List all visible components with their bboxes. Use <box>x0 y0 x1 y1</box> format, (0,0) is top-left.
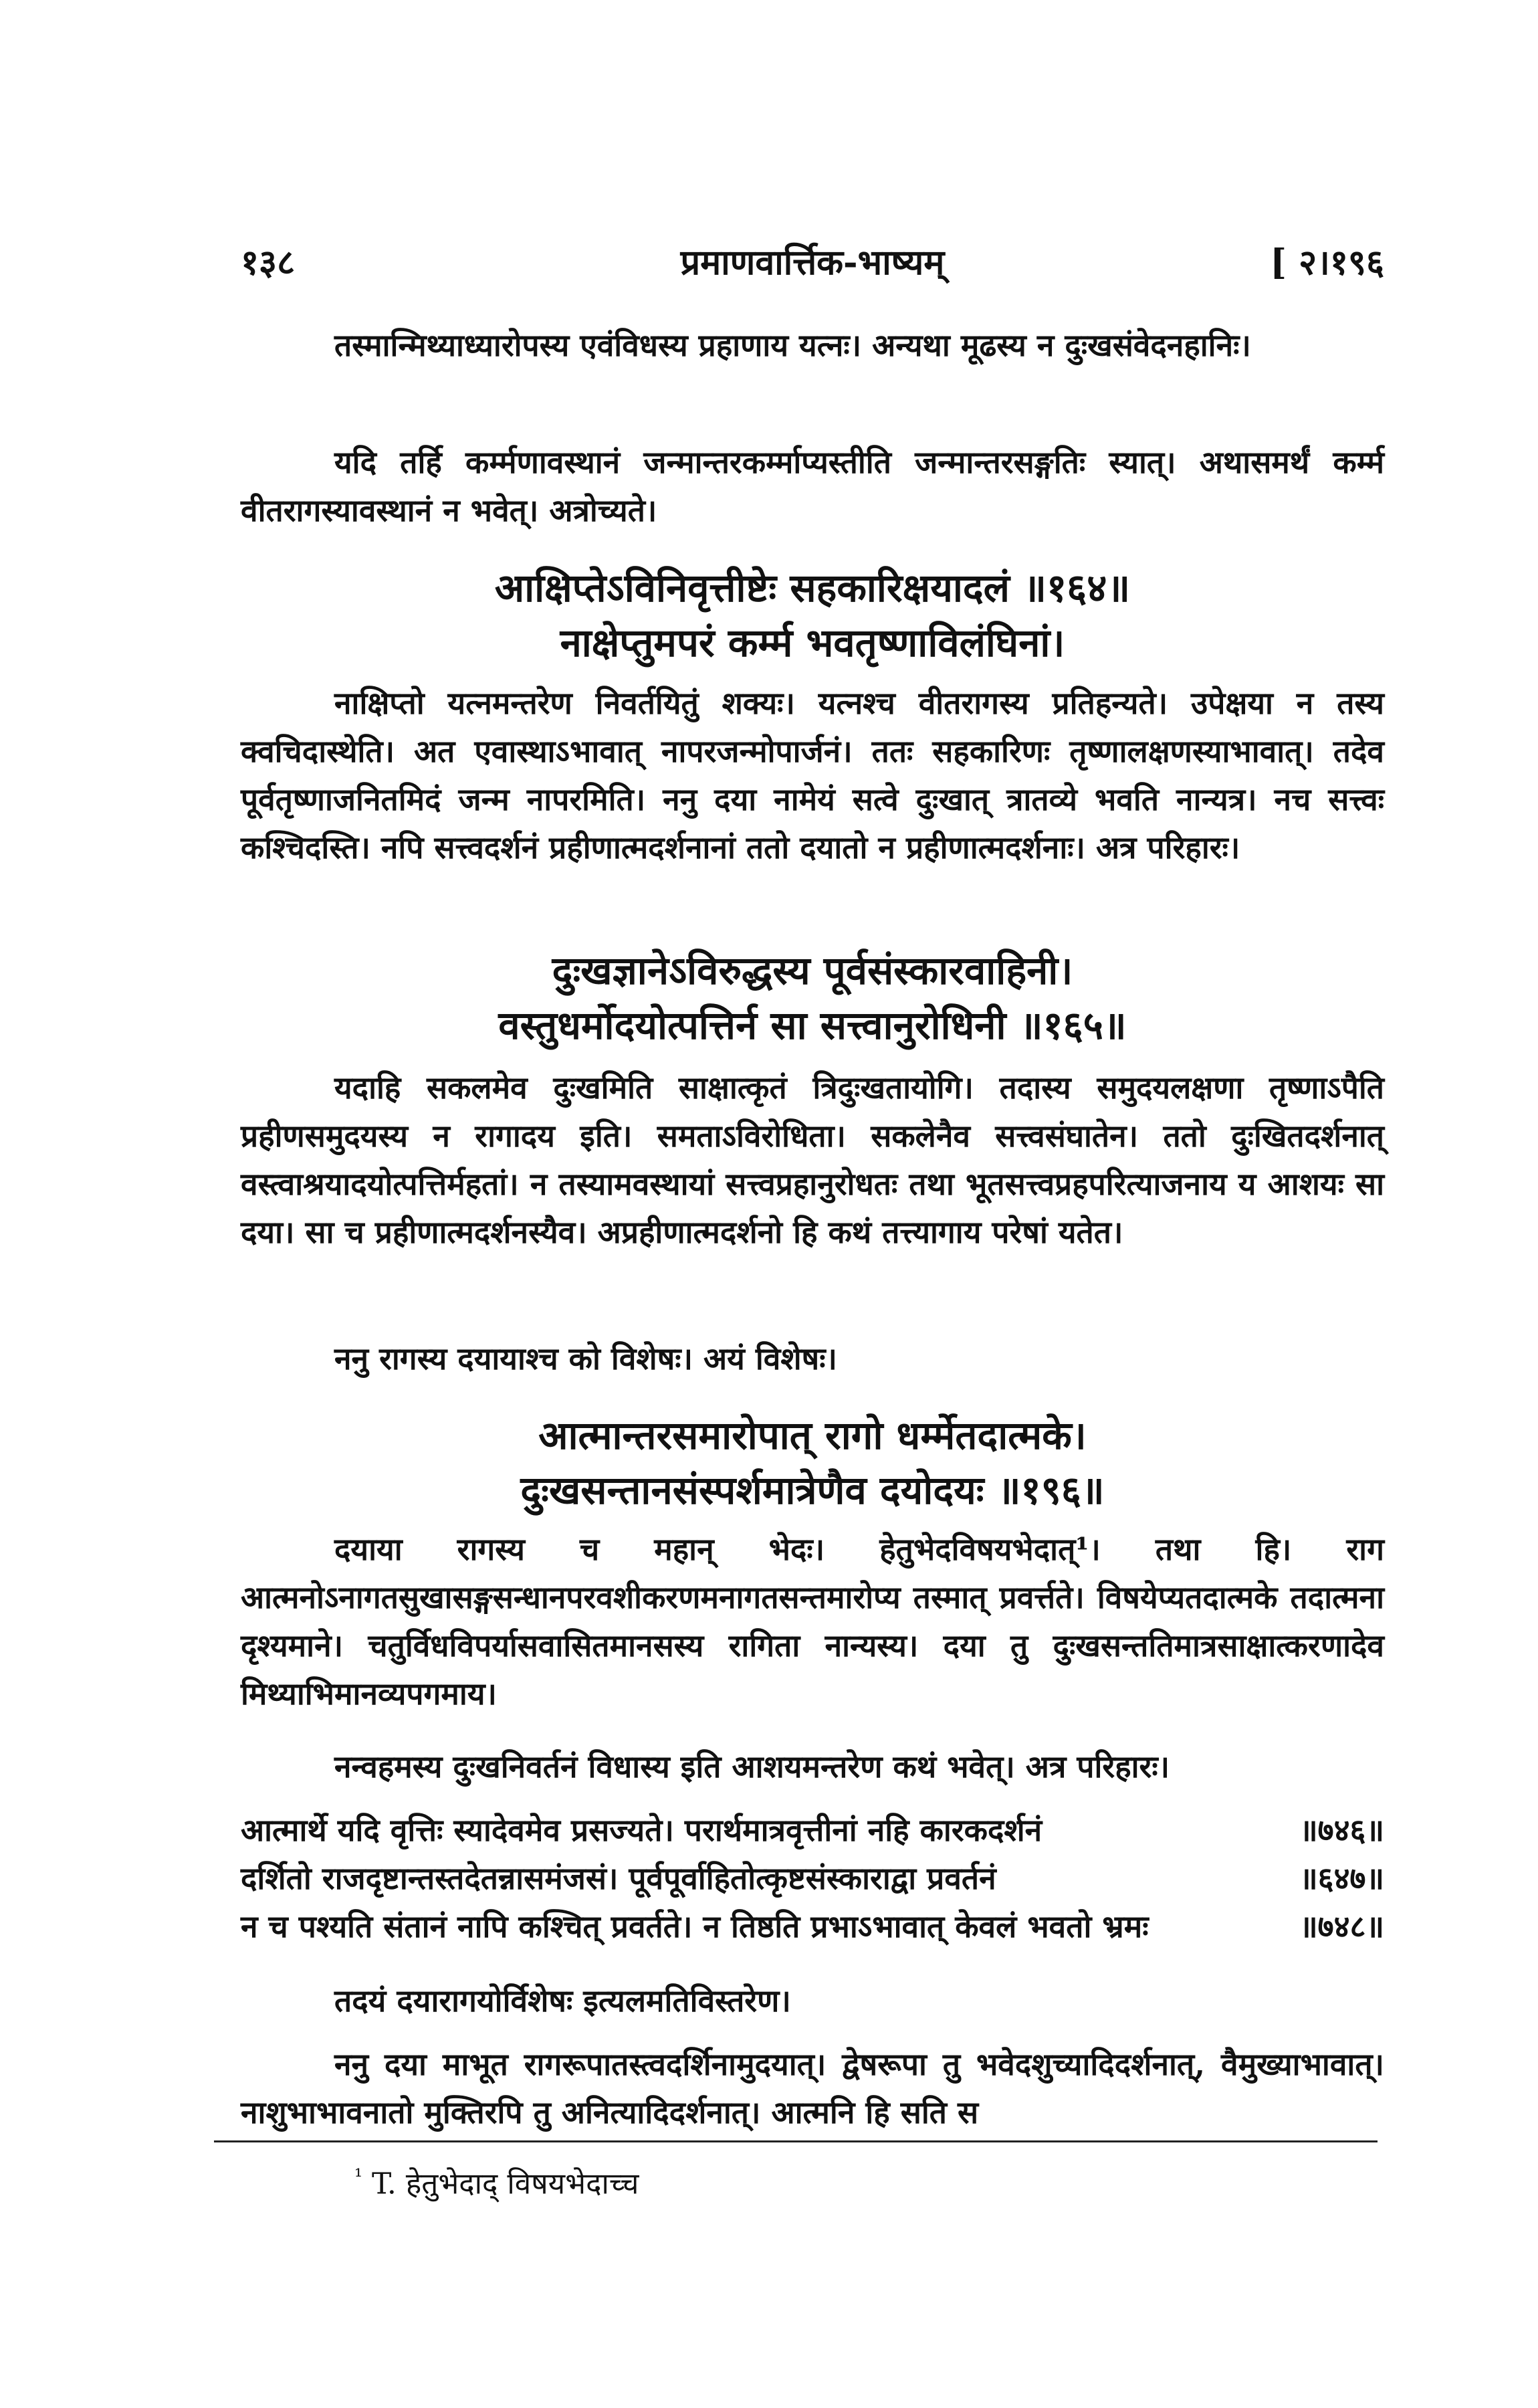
quoted-verse-number: ॥७४८॥ <box>1299 1908 1384 1944</box>
verse-164-line-1: आक्षिप्तेऽविनिवृत्तीष्टेः सहकारिक्षयादलं ॥१६४॥ <box>494 565 1131 611</box>
footnote <box>354 2157 639 2205</box>
paragraph-5: ननु रागस्य दयायाश्च को विशेषः। अयं विशेषः। <box>334 1340 837 1377</box>
paragraph-3: नाक्षिप्तो यत्नमन्तरेण निवर्तयितुं शक्यः। यत्नश्च वीतरागस्य प्रतिहन्यते। उपेक्षया न तस्य क्वचिदास्थेति। अत एवास्थाऽभावात् नापरजन्मोपार्जनं। ततः सहकारिणः तृष्णालक्षणस्याभावात्। तदेव पूर्वतृष्णाजनितमिदं जन्म नापरमिति। ननु दया नामेयं सत्वे दुःखात् त्रातव्ये भवति नान्यत्र। नच सत्त्वः कश्चिदस्ति। नपि सत्त्वदर्शनं प्रहीणात्मदर्शनानां ततो दयातो न प्रहीणात्मदर्शनाः। अत्र परिहारः। <box>241 685 1384 866</box>
footnote-divider <box>214 2140 1378 2142</box>
quoted-verse-number: ॥७४६॥ <box>1299 1812 1384 1848</box>
verse-165-line-2: वस्तुधर्मोदयोत्पत्तिर्न सा सत्त्वानुरोधिनी ॥१६५॥ <box>498 1003 1127 1048</box>
quoted-verse-text: आत्मार्थे यदि वृत्तिः स्यादेवमेव प्रसज्यते। परार्थमात्रवृत्तीनां नहि कारकदर्शनं <box>241 1812 1042 1848</box>
paragraph-7: नन्वहमस्य दुःखनिवर्तनं विधास्य इति आशयमन्तरेण कथं भवेत्। अत्र परिहारः। <box>334 1748 1170 1785</box>
verse-165 <box>241 943 1384 1053</box>
verse-reference: [ २।१९६ <box>1270 242 1384 283</box>
quoted-verses <box>241 1806 1384 1950</box>
quoted-verse-text: न च पश्यति संतानं नापि कश्चित् प्रवर्तते। न तिष्ठति प्रभाऽभावात् केवलं भवतो भ्रमः <box>241 1908 1149 1944</box>
footnote-mark: ¹ <box>354 2165 363 2189</box>
verse-164 <box>241 561 1384 670</box>
verse-165-line-1: दुःखज्ञानेऽविरुद्धस्य पूर्वसंस्कारवाहिनी। <box>552 948 1073 993</box>
footnote-text: T. हेतुभेदाद् विषयभेदाच्च <box>372 2167 639 2201</box>
page-header <box>241 237 1384 291</box>
verse-196-line-1: आत्मान्तरसमारोपात् रागो धर्म्मेतदात्मके। <box>538 1413 1087 1458</box>
running-title: प्रमाणवार्त्तिक-भाष्यम् <box>680 242 945 283</box>
quoted-verse-text: दर्शितो राजदृष्टान्तस्तदेतन्नासमंजसं। पूर्वपूर्वाहितोत्कृष्टसंस्काराद्वा प्रवर्तनं <box>241 1860 996 1896</box>
verse-196 <box>241 1408 1384 1518</box>
quoted-verse-748 <box>241 1902 1384 1950</box>
quoted-verse-number: ॥६४७॥ <box>1299 1860 1384 1896</box>
verse-196-line-2: दुःखसन्तानसंस्पर्शमात्रेणैव दयोदयः ॥१९६॥ <box>520 1468 1105 1513</box>
paragraph-2: यदि तर्हि कर्म्मणावस्थानं जन्मान्तरकर्म्माप्यस्तीति जन्मान्तरसङ्गतिः स्यात्। अथासमर्थं कर्म्म वीतरागस्यावस्थानं न भवेत्। अत्रोच्यते। <box>241 444 1384 528</box>
paragraph-8: तदयं दयारागयोर्विशेषः इत्यलमतिविस्तरेण। <box>334 1983 791 2019</box>
paragraph-1: तस्मान्मिथ्याध्यारोपस्य एवंविधस्य प्रहाणाय यत्नः। अन्यथा मूढस्य न दुःखसंवेदनहानिः। <box>334 327 1251 363</box>
quoted-verse-746 <box>241 1806 1384 1854</box>
quoted-verse-747 <box>241 1854 1384 1902</box>
paragraph-4: यदाहि सकलमेव दुःखमिति साक्षात्कृतं त्रिदुःखतायोगि। तदास्य समुदयलक्षणा तृष्णाऽपैति प्रहीणसमुदयस्य न रागादय इति। समताऽविरोधिता। सकलेनैव सत्त्वसंघातेन। ततो दुःखितदर्शनात् वस्त्वाश्रयादयोत्पत्तिर्महतां। न तस्यामवस्थायां सत्त्वप्रहानुरोधतः तथा भूतसत्त्वप्रहपरित्याजनाय य आशयः सा दया। सा च प्रहीणात्मदर्शनस्यैव। अप्रहीणात्मदर्शनो हि कथं तत्त्यागाय परेषां यतेत। <box>241 1070 1384 1250</box>
paragraph-9: ननु दया माभूत रागरूपातस्त्वदर्शिनामुदयात्। द्वेषरूपा तु भवेदशुच्यादिदर्शनात्, वैमुख्याभावात्। नाशुभाभावनातो मुक्तिरपि तु अनित्यादिदर्शनात्। आत्मनि हि सति स <box>241 2046 1384 2130</box>
verse-164-line-2: नाक्षेप्तुमपरं कर्म्म भवतृष्णाविलंघिनां। <box>560 620 1065 666</box>
page-number: १३८ <box>241 242 296 283</box>
paragraph-6: दयाया रागस्य च महान् भेदः। हेतुभेदविषयभेदात्¹। तथा हि। राग आत्मनोऽनागतसुखासङ्गसन्धानपरवशीकरणमनागतसन्तमारोप्य तस्मात् प्रवर्त्तते। विषयेप्यतदात्मके तदात्मना दृश्यमाने। चतुर्विधविपर्यासवासितमानसस्य रागिता नान्यस्य। दया तु दुःखसन्ततिमात्रसाक्षात्करणादेव मिथ्याभिमानव्यपगमाय। <box>241 1531 1384 1712</box>
